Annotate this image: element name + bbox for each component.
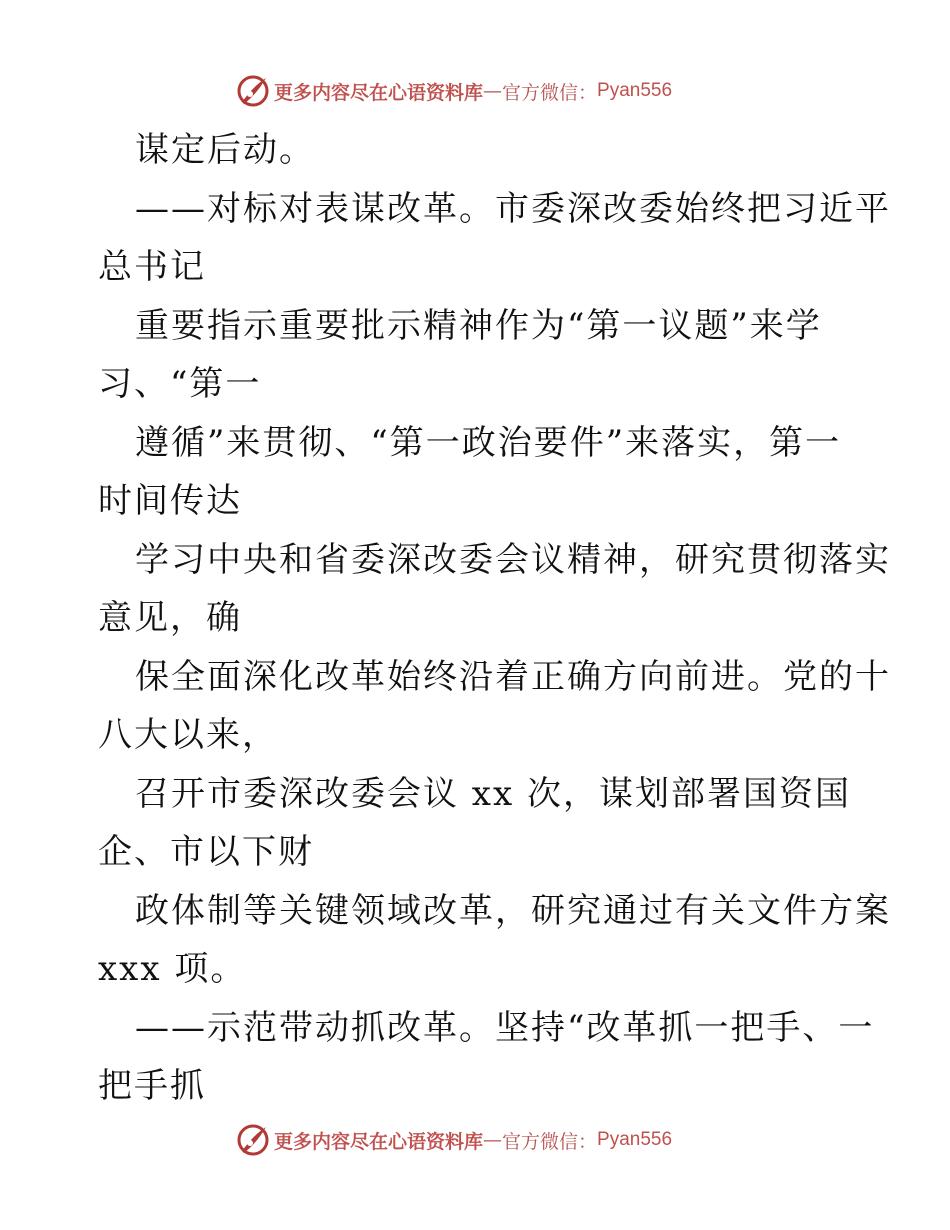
text-line: 把手抓 [98, 1066, 206, 1106]
text-line: 时间传达 [98, 481, 242, 521]
text-line: 学习中央和省委深改委会议精神，研究贯彻落实 [135, 539, 891, 580]
text-line: 召开市委深改委会议 xx 次，谋划部署国资国 [135, 773, 851, 814]
text-line: 企、市以下财 [98, 832, 314, 872]
banner-separator: — [483, 80, 503, 102]
text-line: 遵循”来贯彻、“第一政治要件”来落实，第一 [135, 422, 842, 463]
text-line: 重要指示重要批示精神作为“第一议题”来学 [135, 305, 822, 346]
text-line: 八大以来， [98, 715, 278, 755]
banner-wechat-handle: Pyan556 [597, 80, 673, 101]
banner-brand-text: 更多内容尽在心语资料库 [274, 1130, 484, 1153]
banner-official-label: 官方微信： [502, 1130, 598, 1153]
text-line: 习、“第一 [98, 364, 262, 404]
text-line: 意见，确 [98, 598, 242, 638]
banner-wechat-handle: Pyan556 [597, 1129, 673, 1150]
banner-separator: — [483, 1129, 503, 1151]
quill-seal-logo-icon [236, 74, 270, 108]
text-line: ——对标对表谋改革。市委深改委始终把习近平 [135, 188, 891, 229]
text-line: ——示范带动抓改革。坚持“改革抓一把手、一 [135, 1007, 875, 1048]
footer-banner [236, 1122, 716, 1158]
text-line: 保全面深化改革始终沿着正确方向前进。党的十 [135, 656, 891, 697]
banner-official-label: 官方微信： [502, 81, 598, 104]
header-banner [236, 73, 716, 109]
quill-seal-logo-icon [236, 1123, 270, 1157]
banner-brand-text: 更多内容尽在心语资料库 [274, 81, 484, 104]
text-line: 总书记 [98, 247, 206, 287]
text-line: 政体制等关键领域改革，研究通过有关文件方案 [135, 890, 891, 931]
text-line: 谋定后动。 [135, 130, 315, 170]
text-line: xxx 项。 [98, 949, 247, 989]
document-body [98, 121, 891, 1116]
